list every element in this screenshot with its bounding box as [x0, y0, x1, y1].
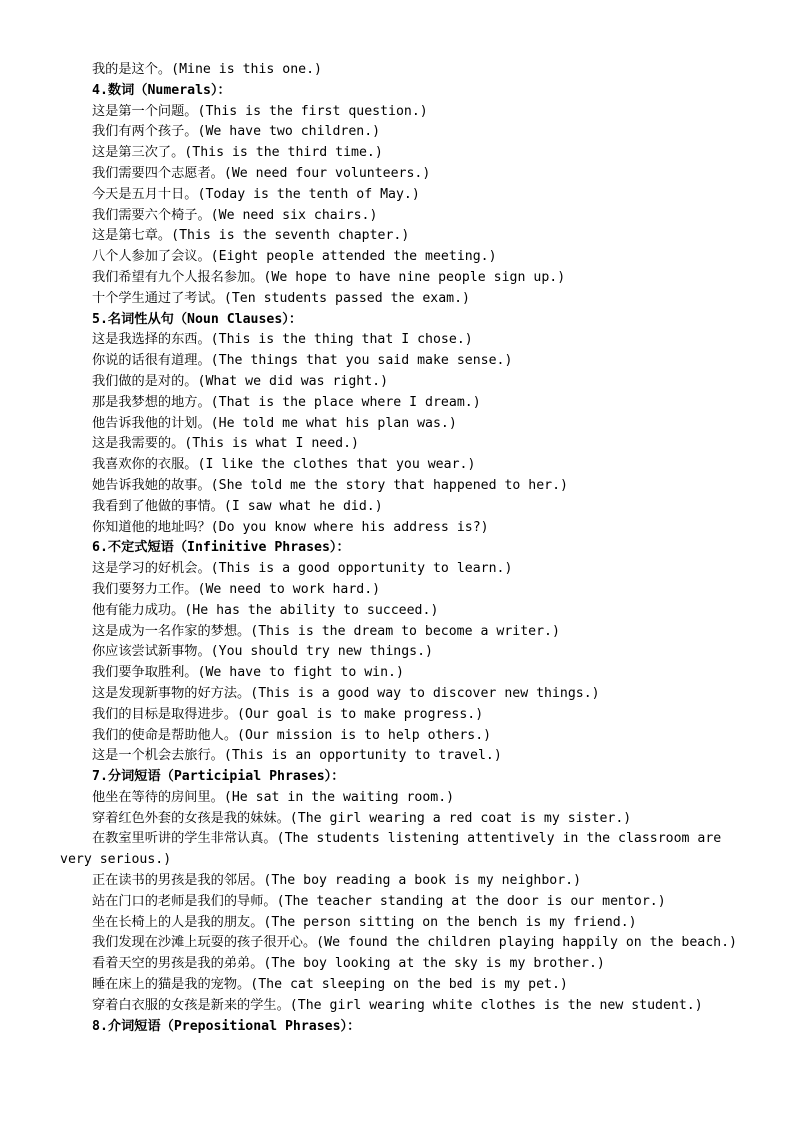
example-sentence: 我喜欢你的衣服。(I like the clothes that you wear.) — [92, 457, 476, 473]
example-sentence: 我的是这个。(Mine is this one.) — [92, 62, 322, 77]
example-sentence: 睡在床上的猫是我的宠物。(The cat sleeping on the bed is my pet.) — [92, 977, 568, 993]
example-sentence: 这是第七章。(This is the seventh chapter.) — [92, 228, 410, 244]
example-sentence: 你应该尝试新事物。(You should try new things.) — [92, 644, 433, 660]
example-sentence: 我们要努力工作。(We need to work hard.) — [92, 581, 381, 597]
example-sentence: 那是我梦想的地方。(That is the place where I dream.) — [92, 394, 481, 410]
section-heading: 4.数词（Numerals）： — [92, 82, 231, 98]
example-sentence: 穿着白衣服的女孩是新来的学生。(The girl wearing white clothes is the new student.) — [92, 997, 703, 1013]
example-sentence: 我们做的是对的。(What we did was right.) — [92, 373, 389, 389]
example-sentence: 正在读书的男孩是我的邻居。(The boy reading a book is my neighbor.) — [92, 873, 582, 889]
example-sentence: 你说的话很有道理。(The things that you said make sense.) — [92, 353, 513, 369]
example-sentence: 我们的目标是取得进步。(Our goal is to make progress.) — [92, 706, 484, 722]
section-heading: 8.介词短语（Prepositional Phrases）： — [92, 1018, 361, 1034]
document-page — [60, 60, 740, 1037]
example-sentence: 这是一个机会去旅行。(This is an opportunity to travel.) — [92, 748, 502, 764]
example-sentence: 这是发现新事物的好方法。(This is a good way to discover new things.) — [92, 685, 600, 701]
example-sentence: 我们需要四个志愿者。(We need four volunteers.) — [92, 165, 431, 181]
section-heading: 5.名词性从句（Noun Clauses）： — [92, 311, 303, 327]
example-sentence: 看着天空的男孩是我的弟弟。(The boy looking at the sky is my brother.) — [92, 956, 605, 972]
example-sentence: 穿着红色外套的女孩是我的妹妹。(The girl wearing a red coat is my sister.) — [92, 810, 632, 826]
example-sentence: 站在门口的老师是我们的导师。(The teacher standing at the door is our mentor.) — [92, 893, 666, 909]
section-heading: 7.分词短语（Participial Phrases）： — [92, 769, 345, 785]
example-sentence: 八个人参加了会议。(Eight people attended the meeting.) — [92, 249, 497, 265]
example-sentence: 坐在长椅上的人是我的朋友。(The person sitting on the bench is my friend.) — [92, 914, 637, 930]
example-sentence: 这是第一个问题。(This is the first question.) — [92, 103, 428, 119]
example-sentence: 在教室里听讲的学生非常认真。(The students listening attentively in the classroom are very serious.) — [60, 831, 722, 868]
example-sentence: 这是第三次了。(This is the third time.) — [92, 145, 383, 161]
example-sentence: 我们需要六个椅子。(We need six chairs.) — [92, 207, 378, 223]
example-sentence: 我们有两个孩子。(We have two children.) — [92, 124, 381, 140]
example-sentence: 这是我选择的东西。(This is the thing that I chose.) — [92, 332, 473, 348]
example-sentence: 这是成为一名作家的梦想。(This is the dream to become a writer.) — [92, 623, 560, 639]
example-sentence: 他有能力成功。(He has the ability to succeed.) — [92, 602, 439, 618]
example-sentence: 这是我需要的。(This is what I need.) — [92, 436, 359, 452]
example-sentence: 我们希望有九个人报名参加。(We hope to have nine people sign up.) — [92, 269, 566, 285]
example-sentence: 她告诉我她的故事。(She told me the story that happened to her.) — [92, 477, 568, 493]
example-sentence: 他告诉我他的计划。(He told me what his plan was.) — [92, 415, 457, 431]
example-sentence: 我们的使命是帮助他人。(Our mission is to help others.) — [92, 727, 492, 743]
example-sentence: 我看到了他做的事情。(I saw what he did.) — [92, 498, 383, 514]
example-sentence: 你知道他的地址吗？(Do you know where his address is?) — [92, 519, 489, 535]
example-sentence: 他坐在等待的房间里。(He sat in the waiting room.) — [92, 789, 455, 805]
example-sentence: 我们发现在沙滩上玩耍的孩子很开心。(We found the children playing happily on the beach.) — [92, 935, 737, 951]
example-sentence: 今天是五月十日。(Today is the tenth of May.) — [92, 186, 420, 202]
example-sentence: 我们要争取胜利。(We have to fight to win.) — [92, 665, 404, 681]
section-heading: 6.不定式短语（Infinitive Phrases）： — [92, 540, 350, 556]
example-sentence: 这是学习的好机会。(This is a good opportunity to learn.) — [92, 561, 513, 577]
example-sentence: 十个学生通过了考试。(Ten students passed the exam.) — [92, 290, 470, 306]
